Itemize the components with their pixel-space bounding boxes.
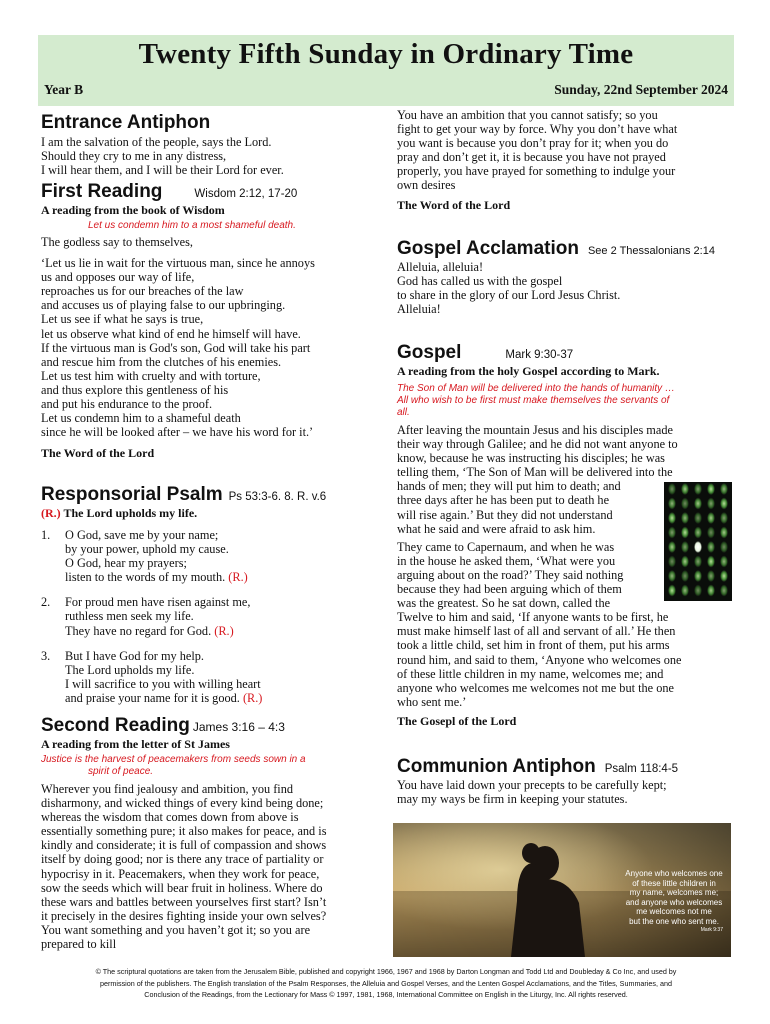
psalm-verse: [41, 595, 376, 637]
gospel-heading: [397, 342, 732, 364]
green-dot: [668, 570, 676, 582]
text-line: If the virtuous man is God's son, God will take his part: [41, 340, 311, 355]
green-dot: [707, 527, 715, 539]
text-line: of these little children in my name, welcomes me; and: [397, 666, 664, 681]
text-line: Let us test him with cruelty and with torture,: [41, 368, 261, 383]
verse-line-text: and praise your name for it is good.: [65, 690, 240, 705]
text-line: You want something and you haven’t got it; so you are: [41, 922, 311, 937]
second-reading-text-continued: [397, 108, 732, 193]
response-marker: (R.): [41, 506, 61, 520]
text-line: For proud men have risen against me,: [65, 595, 251, 610]
summary-line: The Son of Man will be delivered into the hands of humanity …: [397, 383, 675, 394]
text-line: kindly and considerate; it is full of compassion and shows: [41, 838, 327, 853]
summary-line: All who wish to be first must make themselves the servants of: [397, 395, 670, 406]
father-child-photo: [393, 823, 731, 957]
text-line: [65, 624, 376, 638]
green-dot: [694, 498, 702, 510]
green-dot: [707, 498, 715, 510]
green-dot: [694, 527, 702, 539]
photo-caption: [619, 869, 729, 934]
communion-title: Communion Antiphon: [397, 756, 596, 777]
text-line: fight to get your way by force. Why you don’t have what: [397, 122, 678, 137]
caption-line: but the one who sent me.: [629, 916, 719, 926]
verse-number: 2.: [41, 595, 51, 610]
green-dot: [668, 498, 676, 510]
text-line: Let us see if what he says is true,: [41, 312, 204, 327]
entrance-antiphon-section: [41, 112, 376, 177]
footer-line: Conclusion of the Readings, from the Lectionary for Mass © 1997, 1981, 1968, International Committee on English in the Liturgy, Inc. All rights reserved.: [144, 990, 628, 999]
text-line: hands of men; they will put him to death; and: [397, 479, 621, 494]
summary-line: all.: [397, 407, 410, 418]
text-line: and thus explore this gentleness of his: [41, 382, 229, 397]
verse-line-text: listen to the words of my mouth.: [65, 570, 226, 585]
verse-number: 1.: [41, 528, 51, 542]
green-dot: [694, 483, 702, 495]
green-dot: [707, 570, 715, 582]
text-line: let us observe what kind of end he himself will have.: [41, 326, 301, 341]
text-line: was the greatest. So he sat down, called the: [397, 596, 611, 611]
text-line: pray and don’t get it, it is because you have not prayed: [397, 150, 666, 165]
text-line: properly, you have prayed for something to indulge your: [397, 164, 676, 179]
green-dot: [720, 512, 728, 524]
caption-line: me welcomes not me: [636, 907, 712, 917]
text-line: and rescue him from the clutches of his enemies.: [41, 354, 282, 369]
green-dot: [694, 556, 702, 568]
responsorial-psalm-section: [41, 484, 376, 716]
green-dot: [668, 512, 676, 524]
green-dot: [668, 527, 676, 539]
summary-line: spirit of peace.: [88, 766, 154, 777]
text-line: hypocrisy in it. Peacemakers, when they work for peace,: [41, 866, 320, 881]
response-marker: (R.): [214, 623, 234, 638]
green-dot: [707, 541, 715, 553]
green-dot: [720, 570, 728, 582]
first-reading-summary: Let us condemn him to a most shameful death.: [88, 220, 296, 231]
gospel-closing: The Gosepl of the Lord: [397, 713, 517, 728]
text-line: But I have God for my help.: [65, 648, 204, 663]
entrance-antiphon-heading: Entrance Antiphon: [41, 112, 211, 133]
text-line: their way through Galilee; and he did not want anyone to: [397, 437, 678, 452]
caption-line: and anyone who welcomes: [625, 897, 723, 907]
copyright-footer: [30, 966, 742, 1001]
first-reading-intro: The godless say to themselves,: [41, 235, 193, 249]
text-line: know, because he was instructing his disciples; he was: [397, 451, 665, 466]
communion-heading: [397, 756, 732, 778]
verse-number: 3.: [41, 648, 51, 663]
communion-text: [397, 778, 732, 806]
text-line: and accuses us of playing false to our upbringing.: [41, 298, 286, 313]
green-dot: [707, 585, 715, 597]
text-line: I will sacrifice to you with willing heart: [65, 676, 261, 691]
text-line: you want is because you don’t pray for it; when you do: [397, 136, 669, 151]
text-line: I am the salvation of the people, says the Lord.: [41, 135, 272, 149]
text-line: The Lord upholds my life.: [65, 662, 195, 677]
text-line: Should they cry to me in any distress,: [41, 149, 227, 164]
second-reading-ref: James 3:16 – 4:3: [192, 720, 285, 734]
title-banner: [38, 35, 734, 106]
page-title: Twenty Fifth Sunday in Ordinary Time: [138, 38, 634, 70]
dot-pattern-illustration: [664, 482, 732, 601]
response-marker: (R.): [242, 690, 263, 705]
service-date: Sunday, 22nd September 2024: [554, 82, 728, 97]
text-line: [65, 570, 376, 584]
text-line: anyone who welcomes me welcomes not me but the one: [397, 680, 674, 695]
entrance-antiphon-text: [41, 135, 376, 177]
first-reading-title: First Reading: [41, 181, 163, 202]
gospel-subtitle: A reading from the holy Gospel according to Mark.: [397, 364, 660, 378]
gospel-ref: Mark 9:30-37: [505, 349, 574, 361]
text-line: arguing about on the road?’ They said nothing: [397, 567, 624, 582]
gospel-summary: [397, 383, 732, 419]
text-line: essentially something pure; it also makes for peace, and is: [41, 824, 327, 839]
text-line: own desires: [397, 178, 456, 193]
psalm-verses: [41, 528, 376, 705]
psalm-title: Responsorial Psalm: [41, 484, 223, 505]
green-dot: [720, 556, 728, 568]
text-line: whereas the wisdom that comes down from above is: [41, 810, 299, 825]
acclamation-text: [397, 260, 732, 316]
footer-line: © The scriptural quotations are taken from the Jerusalem Bible, published and copyright 1966, 1967 and 1968 by Darton Longman and Todd Ltd and Doubleday & Co Inc, and used by: [95, 967, 677, 976]
text-line: ruthless men seek my life.: [65, 609, 194, 624]
text-line: three days after he has been put to death he: [397, 493, 610, 508]
text-line: itself by doing good; nor is there any trace of partiality or: [41, 852, 324, 867]
footer-line: permission of the publishers. The English translation of the Psalm Responses, the Alleluia and Gospel Verses, and the Lenten Gospel Acclamations, and the Titles, Summaries, and: [100, 978, 672, 988]
green-dot: [681, 541, 689, 553]
gospel-illustration: [664, 482, 732, 601]
green-dot: [681, 556, 689, 568]
green-dot: [681, 527, 689, 539]
caption-line: Anyone who welcomes one: [625, 869, 723, 878]
text-line: may my ways be firm in keeping your statutes.: [397, 792, 628, 807]
response-marker: (R.): [228, 570, 248, 585]
green-dot: [681, 498, 689, 510]
text-line: to share in the glory of our Lord Jesus Christ.: [397, 288, 621, 303]
text-line: reproaches us for our breaches of the law: [41, 284, 244, 299]
green-dot: [707, 556, 715, 568]
text-line: what he said and were afraid to ask him.: [397, 521, 596, 536]
second-reading-section: [41, 715, 375, 951]
text-line: Alleluia, alleluia!: [397, 260, 484, 274]
psalm-ref: Ps 53:3-6. 8. R. v.6: [228, 491, 327, 503]
text-line: must make himself last of all and servant of all.’ He then: [397, 624, 676, 639]
first-reading-closing: The Word of the Lord: [41, 446, 155, 461]
communion-ref: Psalm 118:4-5: [604, 763, 679, 775]
text-line: because they had been arguing which of them: [397, 582, 622, 597]
green-dot: [707, 512, 715, 524]
text-line: Twelve to him and said, ‘If anyone wants to be first, he: [397, 610, 669, 625]
text-line: Let us condemn him to a shameful death: [41, 411, 241, 426]
caption-line: my name, welcomes me;: [629, 888, 719, 898]
first-reading-text: [41, 256, 376, 439]
text-line: since he will be looked after – we have his word for it.’: [41, 425, 314, 440]
green-dot: [681, 570, 689, 582]
green-dot: [681, 585, 689, 597]
verse-line-text: They have no regard for God.: [65, 623, 212, 638]
text-line: ‘Let us lie in wait for the virtuous man, since he annoys: [41, 256, 315, 271]
text-line: prepared to kill: [41, 937, 117, 952]
text-line: these wars and battles between yourselves first start? Isn’t: [41, 894, 327, 909]
text-line: will rise again.’ But they did not understand: [397, 507, 613, 522]
text-line: who sent me.’: [397, 694, 467, 709]
text-line: O God, save me by your name;: [65, 528, 219, 542]
green-dot: [681, 483, 689, 495]
text-line: took a little child, set him in front of them, put his arms: [397, 638, 670, 653]
text-line: O God, hear my prayers;: [65, 556, 187, 571]
communion-antiphon-section: [397, 756, 732, 806]
second-reading-subtitle: A reading from the letter of St James: [41, 737, 230, 751]
green-dot: [668, 585, 676, 597]
second-reading-heading: [41, 715, 375, 737]
text-line: and put his endurance to the proof.: [41, 397, 213, 412]
green-dot: [694, 585, 702, 597]
green-dot: [707, 483, 715, 495]
green-dot: [668, 483, 676, 495]
second-reading-continued: [397, 108, 732, 213]
text-line: I will hear them, and I will be their Lord for ever.: [41, 163, 284, 178]
gospel-title: Gospel: [397, 342, 462, 363]
acclamation-heading: [397, 238, 732, 260]
second-reading-summary: [41, 754, 375, 778]
green-dot: [720, 498, 728, 510]
text-line: it precisely in the desires fighting inside your own selves?: [41, 908, 327, 923]
second-reading-closing: The Word of the Lord: [397, 197, 511, 212]
text-line: Wherever you find jealousy and ambition, you find: [41, 782, 294, 796]
text-line: Alleluia!: [397, 302, 441, 317]
text-line: They came to Capernaum, and when he was: [397, 539, 615, 554]
text-line: sow the seeds which will bear fruit in holiness. Where do: [41, 880, 323, 895]
first-reading-heading: [41, 181, 376, 203]
green-dot: [694, 512, 702, 524]
psalm-response: [41, 506, 376, 521]
text-line: telling them, ‘The Son of Man will be delivered into the: [397, 465, 673, 480]
text-line: us and opposes our way of life,: [41, 270, 195, 285]
liturgical-year: Year B: [44, 82, 84, 97]
second-reading-title: Second Reading: [41, 715, 190, 736]
caption-ref: Mark 9:37: [700, 926, 723, 933]
text-line: by your power, uphold my cause.: [65, 542, 229, 557]
first-reading-ref: Wisdom 2:12, 17-20: [194, 188, 298, 200]
text-line: You have laid down your precepts to be carefully kept;: [397, 778, 667, 792]
gospel-acclamation-section: [397, 238, 732, 316]
green-dot: [668, 556, 676, 568]
green-dot: [720, 527, 728, 539]
green-dot: [720, 483, 728, 495]
text-line: in the house he asked them, ‘What were you: [397, 553, 616, 568]
acclamation-ref: See 2 Thessalonians 2:14: [587, 245, 715, 257]
green-dot: [694, 570, 702, 582]
text-line: God has called us with the gospel: [397, 274, 563, 289]
text-line: You have an ambition that you cannot satisfy; so you: [397, 108, 658, 122]
first-reading-subtitle: A reading from the book of Wisdom: [41, 203, 225, 217]
summary-line: Justice is the harvest of peacemakers from seeds sown in a: [41, 754, 306, 765]
response-text: The Lord upholds my life.: [63, 506, 198, 520]
green-dot: [720, 541, 728, 553]
psalm-verse: [41, 528, 376, 584]
text-line: round him, and said to them, ‘Anyone who welcomes one: [397, 652, 682, 667]
psalm-heading: [41, 484, 376, 506]
text-line: disharmony, and wicked things of every kind being done;: [41, 796, 324, 811]
green-dot: [668, 541, 676, 553]
text-line: [65, 691, 376, 705]
green-dot: [720, 585, 728, 597]
green-dot: [681, 512, 689, 524]
psalm-verse: [41, 649, 376, 705]
text-line: After leaving the mountain Jesus and his disciples made: [397, 423, 673, 437]
highlight-dot: [694, 541, 702, 553]
first-reading-section: [41, 181, 376, 461]
caption-line: of these little children in: [632, 878, 716, 888]
acclamation-title: Gospel Acclamation: [397, 238, 579, 259]
second-reading-text: [41, 782, 375, 951]
